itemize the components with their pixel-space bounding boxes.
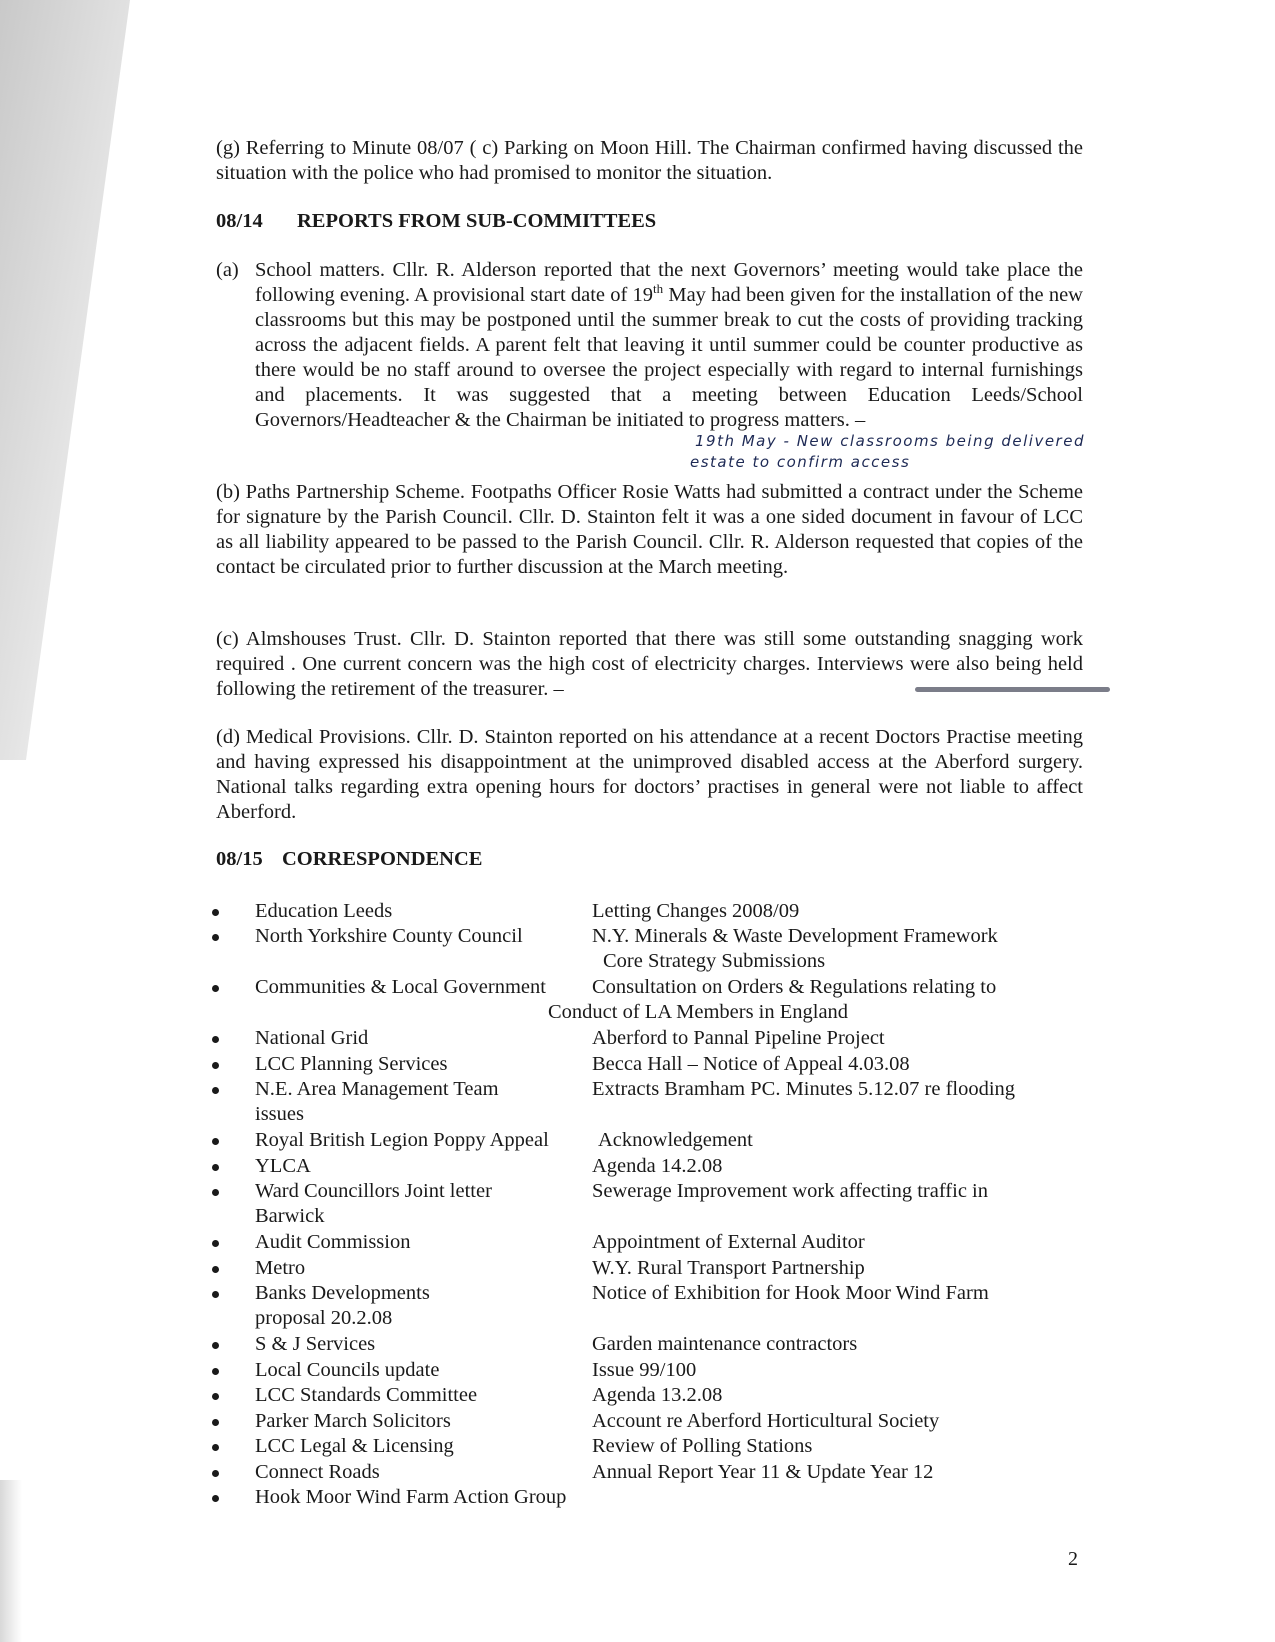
sender: Royal British Legion Poppy Appeal (255, 1129, 549, 1151)
sender: Ward Councillors Joint letter (255, 1180, 492, 1202)
minute-item-g: (g) Referring to Minute 08/07 ( c) Parking on Moon Hill. The Chairman confirmed having discussed the situation with the police who had promised to monitor the situation. (216, 137, 1083, 184)
bullet (212, 985, 219, 992)
subject: Extracts Bramham PC. Minutes 5.12.07 re flooding (592, 1078, 1016, 1100)
sender: Connect Roads (255, 1461, 380, 1483)
subject: Garden maintenance contractors (592, 1333, 858, 1355)
item-a-label: (a) (216, 259, 239, 281)
bullet (212, 1444, 219, 1451)
bullet (212, 1266, 219, 1273)
subject: Aberford to Pannal Pipeline Project (592, 1027, 885, 1049)
bullet (212, 1240, 219, 1247)
item-a-ordinal: th (653, 281, 664, 297)
bullet (212, 1087, 219, 1094)
sender: LCC Legal & Licensing (255, 1435, 454, 1457)
bullet (212, 1164, 219, 1171)
subject: Sewerage Improvement work affecting traffic in (592, 1180, 988, 1202)
page-number: 2 (1068, 1548, 1078, 1570)
subject: Acknowledgement (598, 1129, 753, 1151)
sender: N.E. Area Management Team (255, 1078, 499, 1100)
sender: North Yorkshire County Council (255, 925, 523, 947)
handwritten-note-access: estate to confirm access (690, 453, 911, 471)
subject: Account re Aberford Horticultural Society (592, 1410, 940, 1432)
sender: Local Councils update (255, 1359, 440, 1381)
bullet (212, 1036, 219, 1043)
subject: Annual Report Year 11 & Update Year 12 (592, 1461, 934, 1483)
item-a-text-1: School matters. Cllr. R. Alderson reported that the next Governors’ meeting would take place the following evening. A provisional start date of 19 (255, 259, 1083, 306)
bullet (212, 934, 219, 941)
item-b-paths-partnership: (b) Paths Partnership Scheme. Footpaths Officer Rosie Watts had submitted a contract under the Scheme for signature by the Parish Council. Cllr. D. Stainton felt it was a one sided document in favour of LCC as all liability appeared to be passed to the Parish Council. Cllr. R. Alderson requested that copies of the contact be circulated prior to further discussion at the March meeting. (216, 481, 1083, 578)
sender: Parker March Solicitors (255, 1410, 451, 1432)
bullet (212, 1470, 219, 1477)
sender: National Grid (255, 1027, 369, 1049)
subject: Issue 99/100 (592, 1359, 697, 1381)
scan-edge-shadow (0, 1480, 22, 1642)
item-c-almshouses: (c) Almshouses Trust. Cllr. D. Stainton reported that there was still some outstanding snagging work required . One current concern was the high cost of electricity charges. Interviews were also being held following the retirement of the treasurer. – (216, 628, 1083, 700)
bullet (212, 909, 219, 916)
bullet (212, 1393, 219, 1400)
bullet (212, 1342, 219, 1349)
sender: LCC Standards Committee (255, 1384, 478, 1406)
bullet (212, 1062, 219, 1069)
subject: Letting Changes 2008/09 (592, 900, 800, 922)
subject: Notice of Exhibition for Hook Moor Wind Farm (592, 1282, 989, 1304)
subject-continued: Conduct of LA Members in England (548, 1001, 849, 1023)
subject: N.Y. Minerals & Waste Development Framework (592, 925, 998, 947)
subject: Review of Polling Stations (592, 1435, 813, 1457)
section-number-0815: 08/15 (216, 848, 263, 870)
sender-continued: Barwick (255, 1205, 325, 1227)
bullet (212, 1189, 219, 1196)
section-title-reports: REPORTS FROM SUB-COMMITTEES (297, 210, 657, 232)
sender: Banks Developments (255, 1282, 430, 1304)
handwritten-note-classrooms: 19th May - New classrooms being delivered (695, 432, 1085, 450)
item-a-text-2: May had been given for the installation of the new classrooms but this may be postponed until the summer break to cut the costs of providing tracking across the adjacent fields. A parent felt that leaving it until summer could be counter productive as there would be no staff around to oversee the project especially with regard to internal furnishings and placements. It was suggested that a meeting between Education Leeds/School Governors/Headteacher & the Chairman be initiated to progress matters. – (255, 284, 1083, 431)
bullet (212, 1138, 219, 1145)
section-title-correspondence: CORRESPONDENCE (282, 848, 483, 870)
sender: Communities & Local Government (255, 976, 546, 998)
sender: Audit Commission (255, 1231, 411, 1253)
sender: LCC Planning Services (255, 1053, 448, 1075)
struck-out-handwriting (915, 687, 1110, 692)
sender: Education Leeds (255, 900, 393, 922)
scan-fold-shadow (0, 0, 130, 760)
subject: W.Y. Rural Transport Partnership (592, 1257, 865, 1279)
sender: Metro (255, 1257, 306, 1279)
section-number-0814: 08/14 (216, 210, 263, 232)
sender-continued: issues (255, 1103, 304, 1125)
sender: S & J Services (255, 1333, 376, 1355)
subject: Appointment of External Auditor (592, 1231, 865, 1253)
sender-continued: proposal 20.2.08 (255, 1307, 393, 1329)
subject: Agenda 14.2.08 (592, 1155, 723, 1177)
item-d-medical: (d) Medical Provisions. Cllr. D. Stainton reported on his attendance at a recent Doctors Practise meeting and having expressed his disappointment at the unimproved disabled access at the Aberford surgery. National talks regarding extra opening hours for doctors’ practises in general were not liable to affect Aberford. (216, 726, 1083, 823)
subject: Consultation on Orders & Regulations relating to (592, 976, 997, 998)
sender: YLCA (255, 1155, 311, 1177)
subject: Becca Hall – Notice of Appeal 4.03.08 (592, 1053, 910, 1075)
subject-continued: Core Strategy Submissions (603, 950, 826, 972)
sender: Hook Moor Wind Farm Action Group (255, 1486, 567, 1508)
bullet (212, 1368, 219, 1375)
item-a-school-matters (255, 258, 1083, 433)
bullet (212, 1291, 219, 1298)
bullet (212, 1419, 219, 1426)
bullet (212, 1495, 219, 1502)
subject: Agenda 13.2.08 (592, 1384, 723, 1406)
